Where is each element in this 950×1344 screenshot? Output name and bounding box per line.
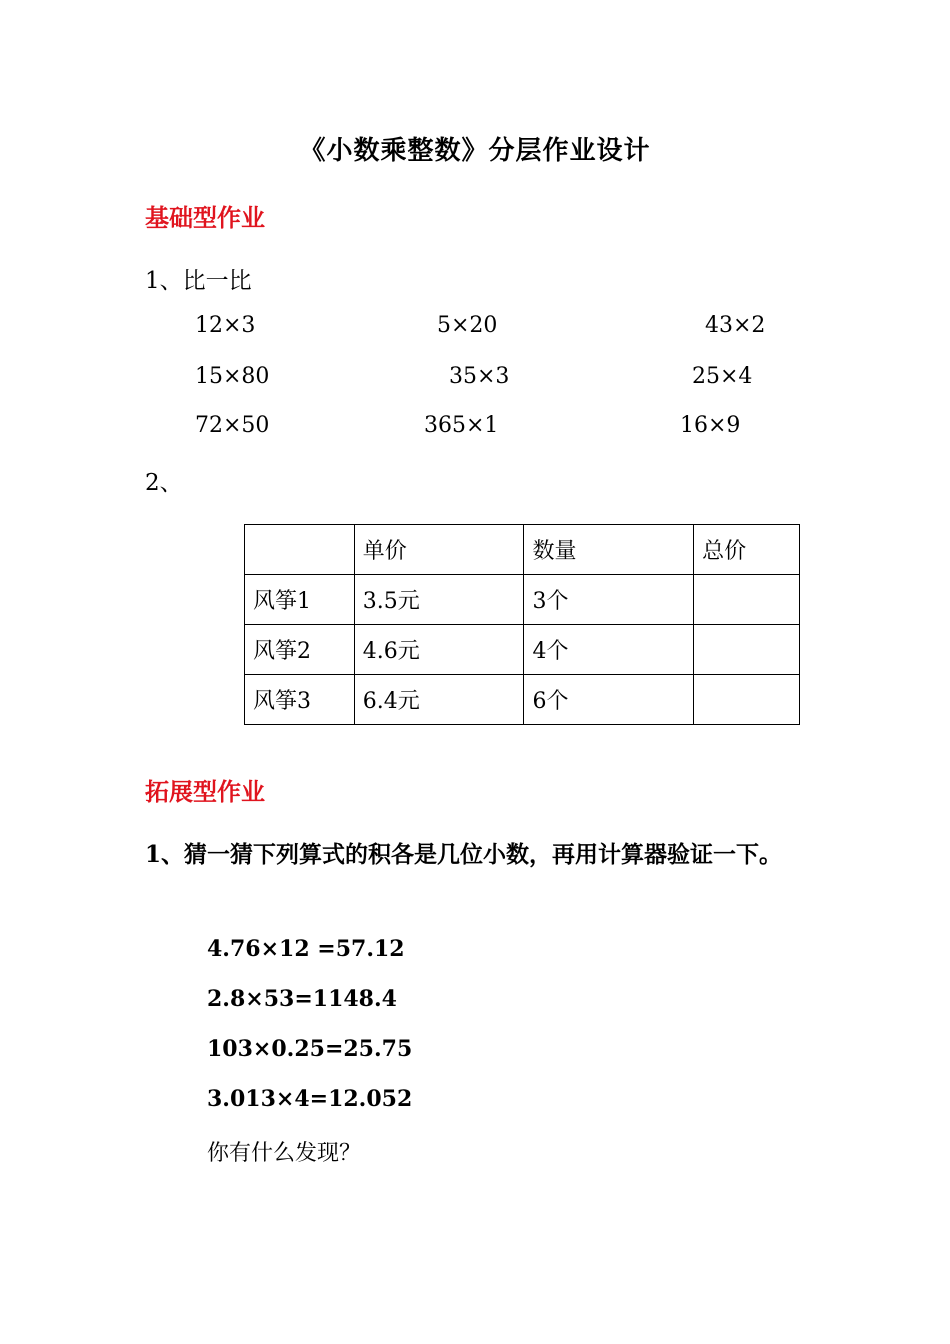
section-heading-basic: 基础型作业 [145, 203, 265, 232]
table-cell: 风筝2 [245, 625, 355, 675]
equation: 4.76×12 =57.12 [207, 936, 405, 962]
table-cell: 3个 [524, 575, 694, 625]
expression: 72×50 [195, 413, 270, 438]
equation: 2.8×53=1148.4 [207, 986, 397, 1012]
page-title: 《小数乘整数》分层作业设计 [299, 136, 651, 166]
table-cell: 3.5元 [354, 575, 524, 625]
table-cell [694, 675, 800, 725]
table-cell: 4.6元 [354, 625, 524, 675]
table-row [245, 575, 800, 625]
equation: 103×0.25=25.75 [207, 1036, 413, 1062]
extended-question-1-label: 1、猜一猜下列算式的积各是几位小数，再用计算器验证一下。 [145, 841, 783, 868]
expression: 16×9 [680, 413, 741, 438]
expression: 15×80 [195, 364, 270, 389]
section-heading-extended: 拓展型作业 [145, 777, 265, 806]
table-cell [694, 625, 800, 675]
expression: 365×1 [424, 413, 499, 438]
table-header-cell [245, 525, 355, 575]
price-table [244, 524, 800, 725]
expression: 25×4 [692, 364, 753, 389]
expression: 12×3 [195, 313, 256, 338]
discovery-question: 你有什么发现？ [207, 1141, 362, 1166]
table-header-cell: 数量 [524, 525, 694, 575]
table-cell: 4个 [524, 625, 694, 675]
table-header-cell: 总价 [694, 525, 800, 575]
expression: 35×3 [449, 364, 510, 389]
table-header-cell: 单价 [354, 525, 524, 575]
question-2-label: 2、 [145, 470, 183, 496]
table-row [245, 625, 800, 675]
expression: 43×2 [705, 313, 766, 338]
table-cell [694, 575, 800, 625]
question-1-label: 1、比一比 [145, 268, 252, 294]
equation: 3.013×4=12.052 [207, 1086, 413, 1112]
table-cell: 6个 [524, 675, 694, 725]
table-cell: 风筝1 [245, 575, 355, 625]
table-cell: 6.4元 [354, 675, 524, 725]
table-row [245, 675, 800, 725]
expression: 5×20 [437, 313, 498, 338]
table-header-row [245, 525, 800, 575]
table-cell: 风筝3 [245, 675, 355, 725]
